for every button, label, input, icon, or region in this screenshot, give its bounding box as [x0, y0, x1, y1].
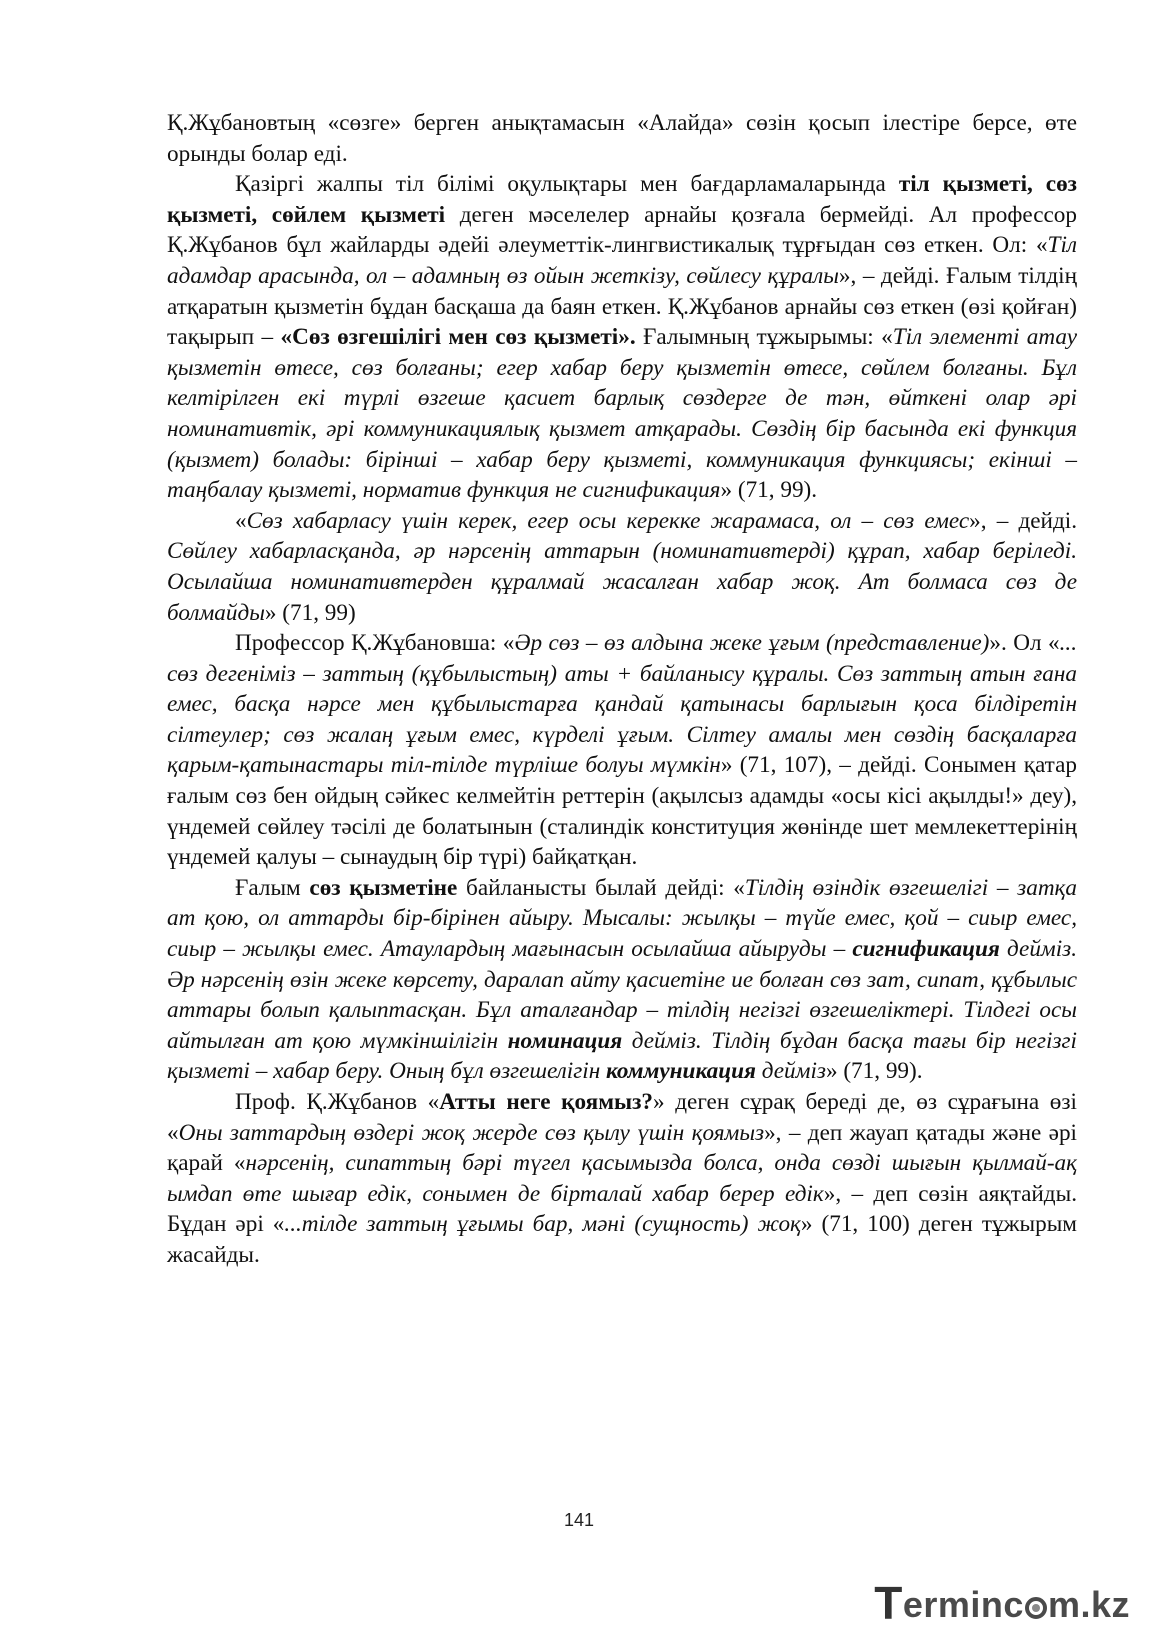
text-run: дейміз. Тілдің бұдан басқа тағы бір негізгі қызметі – хабар беру. Оның бұл өзгешелігін: [167, 1027, 1077, 1085]
text-run: » (71, 100) деген тұжырым жасайды.: [167, 1211, 1077, 1268]
text-run: Әр сөз – өз алдына жеке ұғым (представление): [514, 630, 990, 657]
paragraph: [167, 506, 1077, 628]
text-run: сигнификация: [852, 936, 1000, 963]
text-run: дейміз: [755, 1058, 826, 1085]
text-run: Оны заттардың өздері жоқ жерде сөз қылу үшін қоямыз: [178, 1119, 765, 1146]
text-run: Тіл элементі атау қызметін өтесе, сөз болғаны; егер хабар беру қызметін өтесе, сөйлем болғаны. Бұл келтірілген екі түрлі өзгеше қасиет барлық сөздерге де тән, өйткені олар әрі номинативтік, әрі коммуникациялық қызмет атқарады. Сөздің бір басында екі функция (қызмет) болады: бірінші – хабар беру қызметі, коммуникация функциясы; екінші – таңбалау қызметі, норматив функция не сигнификация: [167, 324, 1077, 504]
text-run: сөз қызметіне: [309, 874, 458, 901]
page-number: 141: [563, 1510, 595, 1530]
logo-text-part2: m.kz: [1047, 1584, 1130, 1625]
text-run: Сөз хабарласу үшін керек, егер осы керекке жарамаса, ол – сөз емес: [246, 507, 970, 534]
termincom-logo: [874, 1577, 1130, 1629]
logo-text-part1: erminc: [902, 1584, 1024, 1625]
text-run: ». Ол «: [989, 630, 1060, 657]
text-run: коммуникация: [606, 1058, 756, 1085]
text-run: «Сөз өзгешілігі мен сөз қызметі».: [280, 324, 636, 351]
text-run: », – дейді.: [969, 507, 1077, 534]
text-run: «: [235, 507, 247, 534]
text-run: » (71, 107), – дейді. Сонымен қатар ғалым сөз бен ойдың сәйкес келмейтін реттерін (ақылсыз адамды «осы кісі ақылды!» деу), үндемей сөйлеу тәсілі де болатынын (сталиндік конституция жөнінде шет мемлекеттерінің үндемей қалуы – сынаудың бір түрі) байқатқан.: [167, 752, 1077, 871]
paragraph: [167, 628, 1077, 873]
text-run: нәрсенің, сипаттың бәрі түгел қасымызда болса, онда сөзді шығын қылмай-ақ ымдап өте шығар едік, сонымен де бірталай хабар берер едік: [167, 1150, 1077, 1207]
text-run: Ғалым: [235, 874, 310, 901]
page-body: [167, 108, 1077, 1271]
text-run: байланысты былай дейді: «: [457, 874, 745, 901]
text-run: тіл қызметі, сөз қызметі, сөйлем қызметі: [167, 171, 1077, 228]
text-run: Тілдің өзіндік өзгешелігі – затқа ат қою, ол аттарды бір-бірінен айыру. Мысалы: жылқы – түйе емес, қой – сиыр емес, сиыр – жылқы емес. Атаулардың мағынасын осылайша айыруды –: [167, 874, 1078, 963]
paragraph: [167, 108, 1077, 169]
paragraph: [167, 169, 1077, 506]
text-run: Тіл адамдар арасында, ол – адамның өз ойын жеткізу, сөйлесу құралы: [167, 232, 1077, 289]
logo-t-letter: T: [874, 1577, 903, 1629]
text-run: » (71, 99): [264, 599, 356, 626]
text-run: Ғалымның тұжырымы: «: [635, 324, 893, 351]
text-run: » деген сұрақ береді де, өз сұрағына өзі «: [167, 1089, 1077, 1146]
text-run: дейміз. Әр нәрсенің өзін жеке көрсету, даралап айту қасиетіне ие болған сөз зат, сипат, құбылыс аттары болып қалыптасқан. Бұл аталғандар – тілдің негізгі өзгешеліктері. Тілдегі осы айтылған ат қою мүмкіншілігін: [167, 936, 1077, 1054]
paragraph: [167, 873, 1077, 1087]
logo-o-ring-icon: [1025, 1597, 1047, 1619]
text-run: Сөйлеу хабарласқанда, әр нәрсенің аттарын (номинативтерді) құрап, хабар беріледі. Осылайша номинативтерден құралмай жасалған хабар жоқ. Ат болмаса сөз де болмайды: [167, 538, 1077, 626]
text-run: Қазіргі жалпы тіл білімі оқулықтары мен бағдарламаларында: [235, 171, 899, 198]
text-run: », – деп сөзін аяқтайды. Бұдан әрі «: [167, 1180, 1077, 1238]
text-run: », – деп жауап қатады және әрі қарай «: [167, 1119, 1077, 1177]
text-run: деген мәселелер арнайы қозғала бермейді. Ал профессор Қ.Жұбанов бұл жайларды әдейі әлеуметтік-лингвистикалық тұрғыдан сөз еткен. Ол: «: [167, 201, 1077, 259]
text-run: Атты неге қоямыз?: [439, 1089, 654, 1115]
text-run: Қ.Жұбановтың «сөзге» берген анықтамасын «Алайда» сөзін қосып ілестіре берсе, өте орынды болар еді.: [167, 110, 1077, 167]
paragraph: [167, 1087, 1077, 1271]
text-run: », – дейді. Ғалым тілдің атқаратын қызметін бұдан басқаша да баян еткен. Қ.Жұбанов арнайы сөз еткен (өзі қойған) тақырып –: [167, 262, 1077, 351]
text-run: ...тілде заттың ұғымы бар, мәні (сущность) жоқ: [284, 1211, 801, 1238]
text-run: номинация: [507, 1027, 623, 1054]
text-run: Профессор Қ.Жұбановша: «: [235, 630, 515, 657]
text-run: ... сөз дегеніміз – заттың (құбылыстың) аты + байланысу құралы. Сөз заттың атын ғана емес, басқа нәрсе мен құбылыстарға қандай қатынасы барлығын қоса білдіретін сілтеулер; сөз жалаң ұғым емес, күрделі ұғым. Сілтеу амалы мен сөздің басқаларға қарым-қатынастары тіл-тілде түрліше болуы мүмкін: [167, 630, 1077, 779]
text-run: » (71, 99).: [720, 477, 818, 504]
text-run: Проф. Қ.Жұбанов «: [235, 1089, 440, 1115]
text-run: » (71, 99).: [825, 1058, 923, 1085]
